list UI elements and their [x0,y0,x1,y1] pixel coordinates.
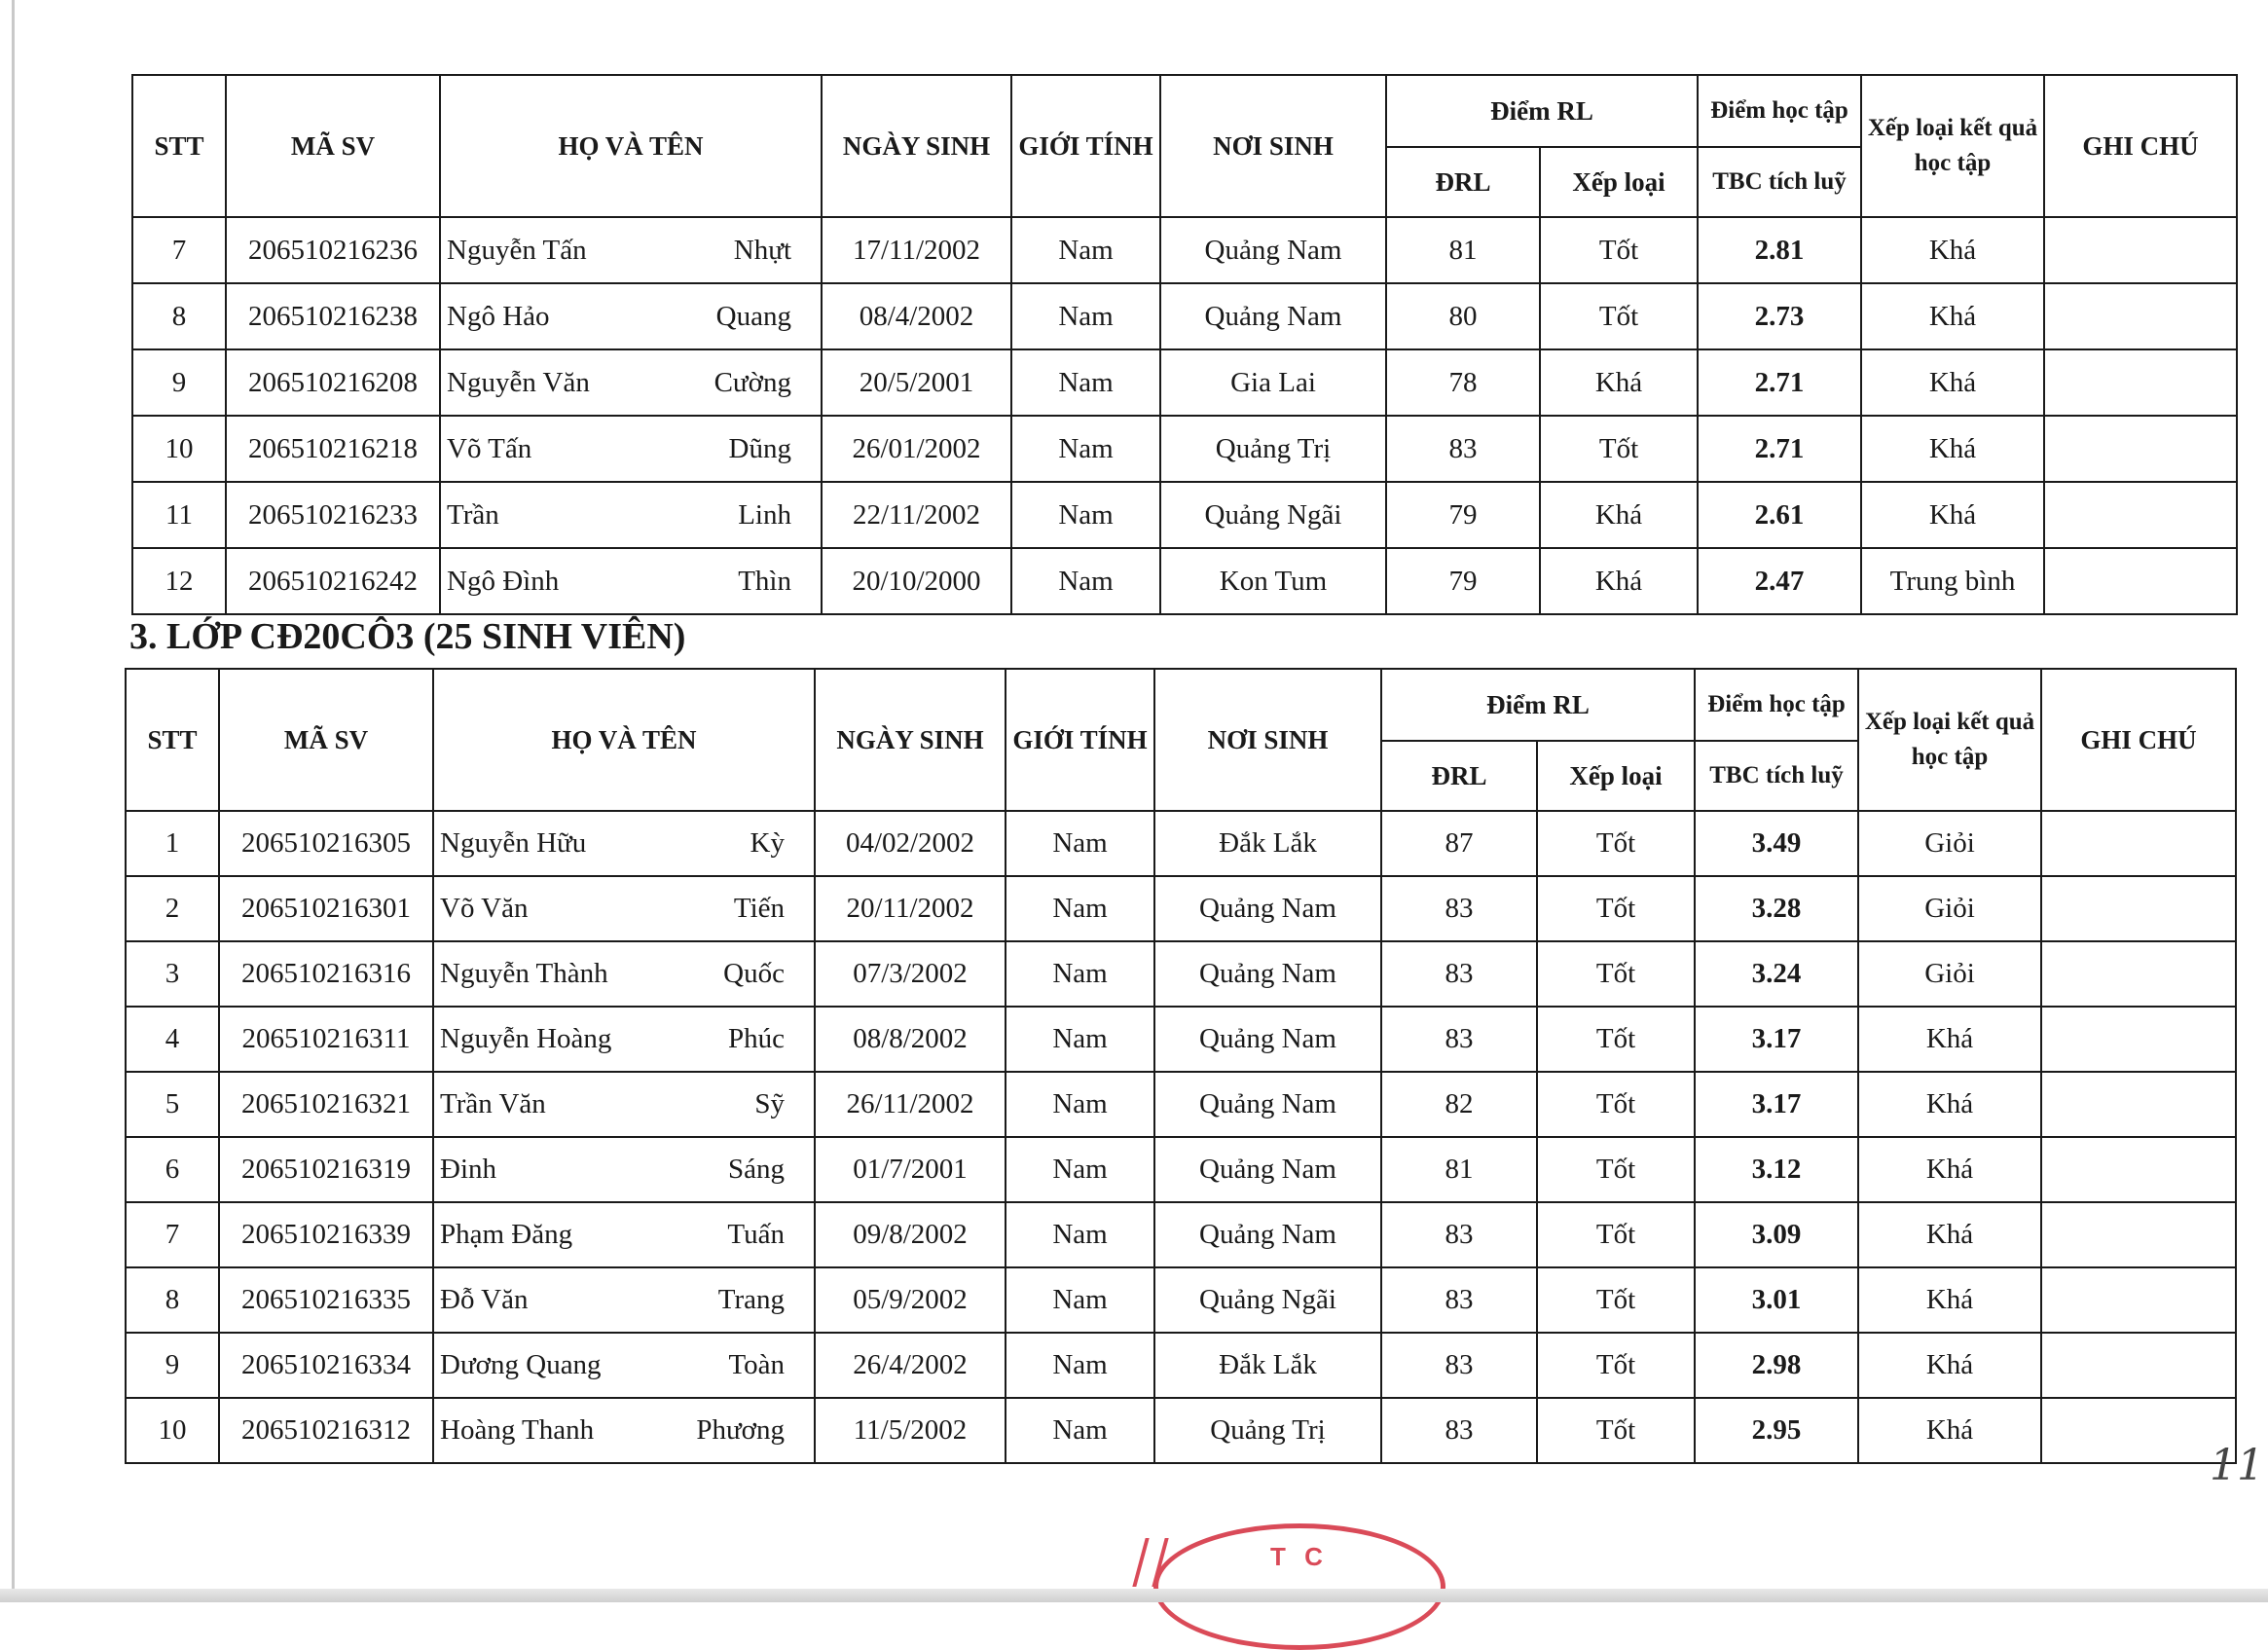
cell-noi-sinh: Quảng Nam [1154,1072,1381,1137]
cell-drl: 79 [1386,482,1540,548]
header-ghi-chu: GHI CHÚ [2041,669,2236,811]
cell-stt: 8 [126,1267,219,1333]
cell-ngay-sinh: 07/3/2002 [815,941,1006,1007]
cell-ghi-chu [2041,1072,2236,1137]
cell-stt: 5 [126,1072,219,1137]
cell-stt: 6 [126,1137,219,1202]
table-row [132,482,2237,548]
cell-stt: 1 [126,811,219,876]
cell-noi-sinh: Quảng Nam [1154,1007,1381,1072]
table-row [126,1333,2236,1398]
cell-ho: Nguyễn Hữu [440,827,587,859]
cell-xep-loai: Khá [1540,349,1698,416]
cell-ngay-sinh: 08/4/2002 [822,283,1011,349]
cell-ma-sv: 206510216208 [226,349,440,416]
cell-kq: Khá [1858,1007,2041,1072]
cell-xep-loai: Tốt [1537,1137,1695,1202]
cell-tbc: 3.49 [1695,811,1858,876]
table-row [126,1202,2236,1267]
cell-gioi-tinh: Nam [1011,482,1160,548]
cell-ho: Phạm Đăng [440,1219,573,1250]
cell-stt: 7 [132,217,226,283]
header-noi-sinh: NƠI SINH [1154,669,1381,811]
cell-xep-loai: Tốt [1537,811,1695,876]
cell-stt: 7 [126,1202,219,1267]
cell-gioi-tinh: Nam [1006,941,1154,1007]
cell-ghi-chu [2041,1267,2236,1333]
cell-drl: 83 [1381,1267,1537,1333]
grade-table-previous-class [131,74,2238,615]
header-xep-loai-kq: Xếp loại kết quả học tập [1861,75,2044,217]
cell-ngay-sinh: 08/8/2002 [815,1007,1006,1072]
cell-ma-sv: 206510216319 [219,1137,433,1202]
header-stt: STT [132,75,226,217]
cell-ma-sv: 206510216301 [219,876,433,941]
cell-drl: 87 [1381,811,1537,876]
cell-noi-sinh: Quảng Nam [1154,1202,1381,1267]
cell-kq: Khá [1858,1333,2041,1398]
table-header [132,75,2237,217]
cell-noi-sinh: Quảng Nam [1154,941,1381,1007]
header-ho-ten: HỌ VÀ TÊN [433,669,815,811]
header-noi-sinh: NƠI SINH [1160,75,1386,217]
cell-ma-sv: 206510216312 [219,1398,433,1463]
table-row [126,1267,2236,1333]
cell-tbc: 3.01 [1695,1267,1858,1333]
table-row [126,1072,2236,1137]
header-drl: ĐRL [1381,741,1537,811]
header-ho-ten: HỌ VÀ TÊN [440,75,822,217]
cell-noi-sinh: Quảng Nam [1154,1137,1381,1202]
cell-ma-sv: 206510216335 [219,1267,433,1333]
cell-kq: Khá [1861,416,2044,482]
cell-drl: 80 [1386,283,1540,349]
cell-ten: Quốc [723,958,785,989]
cell-ten: Sỹ [754,1088,785,1119]
cell-drl: 83 [1381,1007,1537,1072]
cell-ma-sv: 206510216321 [219,1072,433,1137]
cell-stt: 4 [126,1007,219,1072]
scan-bottom-band [0,1589,2268,1602]
cell-ho-ten [433,941,815,1007]
cell-stt: 9 [132,349,226,416]
cell-kq: Khá [1858,1202,2041,1267]
cell-kq: Giỏi [1858,876,2041,941]
cell-kq: Khá [1858,1267,2041,1333]
cell-ho-ten [440,349,822,416]
cell-noi-sinh: Gia Lai [1160,349,1386,416]
cell-ho-ten [433,1398,815,1463]
header-xep-loai: Xếp loại [1537,741,1695,811]
cell-ho: Võ Tấn [447,432,532,464]
cell-kq: Khá [1861,482,2044,548]
cell-xep-loai: Tốt [1537,1072,1695,1137]
header-drl: ĐRL [1386,147,1540,217]
table-row [126,1007,2236,1072]
header-diem-rl: Điểm RL [1381,669,1695,741]
cell-gioi-tinh: Nam [1006,1333,1154,1398]
cell-ho: Ngô Đình [447,565,560,597]
cell-ten: Sáng [728,1154,785,1185]
cell-kq: Khá [1861,217,2044,283]
table-row [132,217,2237,283]
cell-noi-sinh: Kon Tum [1160,548,1386,614]
header-xep-loai: Xếp loại [1540,147,1698,217]
cell-ho-ten [433,1007,815,1072]
cell-drl: 83 [1381,1202,1537,1267]
cell-gioi-tinh: Nam [1006,876,1154,941]
cell-ten: Tiến [733,893,785,924]
cell-ngay-sinh: 20/5/2001 [822,349,1011,416]
cell-stt: 10 [132,416,226,482]
cell-ten: Toàn [728,1349,785,1380]
header-ma-sv: MÃ SV [219,669,433,811]
header-ma-sv: MÃ SV [226,75,440,217]
cell-noi-sinh: Quảng Ngãi [1154,1267,1381,1333]
cell-ma-sv: 206510216334 [219,1333,433,1398]
cell-kq: Khá [1861,283,2044,349]
cell-ghi-chu [2041,1202,2236,1267]
cell-ngay-sinh: 01/7/2001 [815,1137,1006,1202]
cell-ngay-sinh: 20/10/2000 [822,548,1011,614]
cell-tbc: 2.81 [1698,217,1861,283]
cell-ho: Nguyễn Thành [440,958,608,989]
cell-ho: Đỗ Văn [440,1284,529,1315]
table-row [132,548,2237,614]
cell-ghi-chu [2041,876,2236,941]
header-ngay-sinh: NGÀY SINH [815,669,1006,811]
header-gioi-tinh: GIỚI TÍNH [1011,75,1160,217]
cell-gioi-tinh: Nam [1011,283,1160,349]
cell-ten: Phúc [728,1023,785,1054]
header-tbc: TBC tích luỹ [1695,741,1858,811]
cell-drl: 81 [1386,217,1540,283]
cell-tbc: 2.71 [1698,349,1861,416]
cell-ma-sv: 206510216236 [226,217,440,283]
cell-drl: 81 [1381,1137,1537,1202]
cell-stt: 9 [126,1333,219,1398]
cell-tbc: 2.98 [1695,1333,1858,1398]
cell-ten: Phương [696,1414,785,1446]
cell-tbc: 3.12 [1695,1137,1858,1202]
cell-ma-sv: 206510216316 [219,941,433,1007]
cell-gioi-tinh: Nam [1011,217,1160,283]
table-row [126,811,2236,876]
cell-ghi-chu [2041,1137,2236,1202]
table-row [126,1398,2236,1463]
header-ghi-chu: GHI CHÚ [2044,75,2237,217]
cell-ho: Nguyễn Hoàng [440,1023,612,1054]
cell-gioi-tinh: Nam [1011,349,1160,416]
cell-ho-ten [433,811,815,876]
header-tbc: TBC tích luỹ [1698,147,1861,217]
table-row [126,876,2236,941]
cell-noi-sinh: Quảng Trị [1160,416,1386,482]
cell-ho: Đinh [440,1154,496,1185]
header-diem-rl: Điểm RL [1386,75,1698,147]
cell-ghi-chu [2041,811,2236,876]
cell-ghi-chu [2041,1007,2236,1072]
cell-ho-ten [440,482,822,548]
cell-stt: 11 [132,482,226,548]
cell-noi-sinh: Quảng Nam [1160,283,1386,349]
cell-xep-loai: Tốt [1537,1267,1695,1333]
cell-ho: Trần Văn [440,1088,546,1119]
cell-xep-loai: Tốt [1537,1333,1695,1398]
cell-ghi-chu [2041,1398,2236,1463]
stamp-text: T C [1270,1542,1329,1571]
cell-ngay-sinh: 22/11/2002 [822,482,1011,548]
header-diem-hoc-tap: Điểm học tập [1698,75,1861,147]
cell-ho: Trần [447,498,499,531]
cell-ghi-chu [2044,283,2237,349]
cell-gioi-tinh: Nam [1006,1007,1154,1072]
cell-ho: Võ Văn [440,893,529,924]
cell-kq: Giỏi [1858,811,2041,876]
cell-ma-sv: 206510216218 [226,416,440,482]
cell-ghi-chu [2041,941,2236,1007]
cell-ho-ten [440,283,822,349]
cell-xep-loai: Tốt [1540,283,1698,349]
cell-ngay-sinh: 04/02/2002 [815,811,1006,876]
cell-tbc: 3.24 [1695,941,1858,1007]
scan-page-edge [12,0,15,1602]
cell-ten: Nhựt [733,234,791,266]
table-row [132,349,2237,416]
header-xep-loai-kq: Xếp loại kết quả học tập [1858,669,2041,811]
table-row [132,283,2237,349]
cell-stt: 8 [132,283,226,349]
page-number-mark: 11 [2210,1441,2264,1490]
cell-gioi-tinh: Nam [1006,1267,1154,1333]
cell-ma-sv: 206510216242 [226,548,440,614]
cell-xep-loai: Khá [1540,482,1698,548]
cell-kq: Khá [1858,1398,2041,1463]
cell-ten: Thìn [738,565,791,597]
red-stamp [1153,1523,1445,1650]
cell-ma-sv: 206510216233 [226,482,440,548]
cell-ho-ten [440,416,822,482]
cell-ma-sv: 206510216339 [219,1202,433,1267]
cell-ho-ten [433,1202,815,1267]
cell-ngay-sinh: 26/11/2002 [815,1072,1006,1137]
cell-kq: Giỏi [1858,941,2041,1007]
cell-drl: 78 [1386,349,1540,416]
cell-gioi-tinh: Nam [1006,1137,1154,1202]
cell-ten: Quang [715,300,791,332]
cell-ten: Tuấn [727,1219,785,1250]
cell-ten: Trang [717,1284,785,1315]
header-stt: STT [126,669,219,811]
cell-ten: Cường [713,366,791,398]
cell-stt: 12 [132,548,226,614]
cell-drl: 82 [1381,1072,1537,1137]
header-diem-hoc-tap: Điểm học tập [1695,669,1858,741]
table-body [132,217,2237,614]
header-gioi-tinh: GIỚI TÍNH [1006,669,1154,811]
cell-kq: Khá [1861,349,2044,416]
cell-ngay-sinh: 20/11/2002 [815,876,1006,941]
cell-ho: Hoàng Thanh [440,1414,595,1446]
cell-ngay-sinh: 17/11/2002 [822,217,1011,283]
header-ngay-sinh: NGÀY SINH [822,75,1011,217]
cell-xep-loai: Khá [1540,548,1698,614]
cell-noi-sinh: Đắk Lắk [1154,1333,1381,1398]
cell-ghi-chu [2044,349,2237,416]
cell-ho-ten [433,1072,815,1137]
cell-ngay-sinh: 26/01/2002 [822,416,1011,482]
cell-kq: Khá [1858,1072,2041,1137]
cell-ma-sv: 206510216238 [226,283,440,349]
cell-xep-loai: Tốt [1537,1398,1695,1463]
cell-ngay-sinh: 26/4/2002 [815,1333,1006,1398]
cell-ho: Nguyễn Văn [447,366,590,398]
cell-gioi-tinh: Nam [1011,548,1160,614]
cell-xep-loai: Tốt [1537,1202,1695,1267]
cell-noi-sinh: Quảng Nam [1160,217,1386,283]
cell-noi-sinh: Đắk Lắk [1154,811,1381,876]
cell-ten: Dũng [728,432,791,464]
cell-ho-ten [433,876,815,941]
cell-ho: Nguyễn Tấn [447,234,587,266]
cell-ho: Ngô Hảo [447,300,550,332]
cell-stt: 10 [126,1398,219,1463]
cell-tbc: 3.17 [1695,1007,1858,1072]
cell-gioi-tinh: Nam [1006,1202,1154,1267]
cell-tbc: 2.47 [1698,548,1861,614]
cell-ma-sv: 206510216311 [219,1007,433,1072]
table-row [126,941,2236,1007]
cell-xep-loai: Tốt [1540,416,1698,482]
cell-noi-sinh: Quảng Nam [1154,876,1381,941]
cell-tbc: 2.71 [1698,416,1861,482]
cell-stt: 2 [126,876,219,941]
cell-ten: Linh [738,498,791,531]
cell-gioi-tinh: Nam [1011,416,1160,482]
cell-ngay-sinh: 11/5/2002 [815,1398,1006,1463]
cell-kq: Trung bình [1861,548,2044,614]
cell-tbc: 3.17 [1695,1072,1858,1137]
cell-xep-loai: Tốt [1537,941,1695,1007]
cell-gioi-tinh: Nam [1006,1398,1154,1463]
table-header [126,669,2236,811]
cell-drl: 79 [1386,548,1540,614]
cell-xep-loai: Tốt [1537,876,1695,941]
cell-tbc: 2.61 [1698,482,1861,548]
cell-ho-ten [440,217,822,283]
cell-ghi-chu [2044,217,2237,283]
table-row [126,1137,2236,1202]
table-body [126,811,2236,1463]
cell-drl: 83 [1381,1398,1537,1463]
cell-ghi-chu [2044,482,2237,548]
cell-ho-ten [440,548,822,614]
cell-drl: 83 [1386,416,1540,482]
cell-ma-sv: 206510216305 [219,811,433,876]
cell-drl: 83 [1381,941,1537,1007]
cell-drl: 83 [1381,1333,1537,1398]
grade-table-cd20co3 [125,668,2237,1464]
cell-noi-sinh: Quảng Trị [1154,1398,1381,1463]
cell-ten: Kỳ [750,827,785,859]
cell-tbc: 3.28 [1695,876,1858,941]
cell-ho-ten [433,1333,815,1398]
cell-xep-loai: Tốt [1537,1007,1695,1072]
cell-gioi-tinh: Nam [1006,1072,1154,1137]
cell-stt: 3 [126,941,219,1007]
cell-drl: 83 [1381,876,1537,941]
stamp-hatch [1132,1538,1168,1587]
cell-ghi-chu [2041,1333,2236,1398]
cell-noi-sinh: Quảng Ngãi [1160,482,1386,548]
cell-ho: Dương Quang [440,1349,602,1380]
cell-xep-loai: Tốt [1540,217,1698,283]
table-row [132,416,2237,482]
cell-kq: Khá [1858,1137,2041,1202]
cell-ghi-chu [2044,548,2237,614]
cell-ngay-sinh: 05/9/2002 [815,1267,1006,1333]
section-title: 3. LỚP CĐ20CÔ3 (25 SINH VIÊN) [129,616,686,657]
cell-tbc: 3.09 [1695,1202,1858,1267]
cell-ho-ten [433,1137,815,1202]
cell-ho-ten [433,1267,815,1333]
cell-tbc: 2.95 [1695,1398,1858,1463]
cell-ngay-sinh: 09/8/2002 [815,1202,1006,1267]
cell-tbc: 2.73 [1698,283,1861,349]
cell-ghi-chu [2044,416,2237,482]
cell-gioi-tinh: Nam [1006,811,1154,876]
